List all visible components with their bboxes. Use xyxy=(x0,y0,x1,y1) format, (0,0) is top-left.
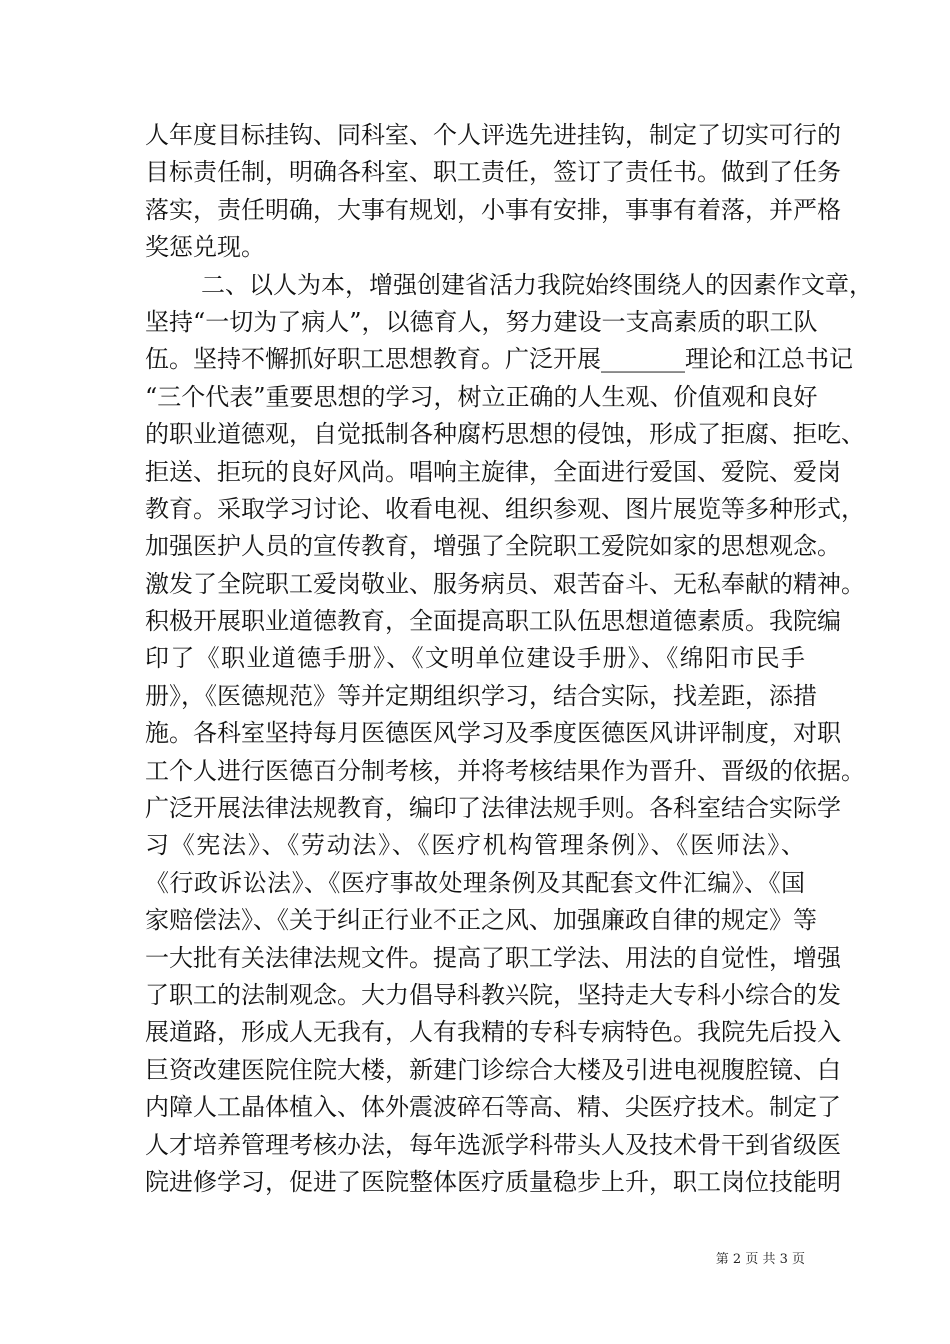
text-line: 院进修学习，促进了医院整体医疗质量稳步上升，职工岗位技能明 xyxy=(145,1167,841,1196)
text-line: 的职业道德观，自觉抵制各种腐朽思想的侵蚀，形成了拒腐、拒吃、 xyxy=(145,420,865,449)
text-line: 工个人进行医德百分制考核，并将考核结果作为晋升、晋级的依据。 xyxy=(145,756,865,785)
text-line: 习《宪法》、《劳动法》、《医疗机构管理条例》、《医师法》、 xyxy=(145,831,805,860)
text-line: 了职工的法制观念。大力倡导科教兴院，坚持走大专科小综合的发 xyxy=(145,980,841,1009)
text-line: 伍。坚持不懈抓好职工思想教育。广泛开展_______理论和江总书记 xyxy=(145,345,853,374)
text-line: 积极开展职业道德教育，全面提高职工队伍思想道德素质。我院编 xyxy=(145,607,841,636)
text-line: 一大批有关法律法规文件。提高了职工学法、用法的自觉性，增强 xyxy=(145,943,841,972)
text-line: 册》，《医德规范》等并定期组织学习，结合实际，找差距，添措 xyxy=(145,681,817,710)
body-text xyxy=(145,117,873,1201)
page-number: 第 2 页 共 3 页 xyxy=(715,1252,805,1267)
text-line: 目标责任制，明确各科室、职工责任，签订了责任书。做到了任务 xyxy=(145,158,841,187)
text-line: 人才培养管理考核办法，每年选派学科带头人及技术骨干到省级医 xyxy=(145,1130,841,1159)
text-line: “三个代表”重要思想的学习，树立正确的人生观、价值观和良好 xyxy=(145,382,818,411)
text-line: 《行政诉讼法》、《医疗事故处理条例及其配套文件汇编》、《国 xyxy=(145,868,805,897)
text-line: 巨资改建医院住院大楼，新建门诊综合大楼及引进电视腹腔镜、白 xyxy=(145,1055,841,1084)
text-line: 家赔偿法》、《关于纠正行业不正之风、加强廉政自律的规定》等 xyxy=(145,906,817,935)
text-line: 激发了全院职工爱岗敬业、服务病员、艰苦奋斗、无私奉献的精神。 xyxy=(145,569,865,598)
text-line: 教育。采取学习讨论、收看电视、组织参观、图片展览等多种形式， xyxy=(145,494,865,523)
text-line: 广泛开展法律法规教育，编印了法律法规手则。各科室结合实际学 xyxy=(145,794,841,823)
text-line: 展道路，形成人无我有，人有我精的专科专病特色。我院先后投入 xyxy=(145,1018,841,1047)
text-line: 人年度目标挂钩、同科室、个人评选先进挂钩，制定了切实可行的 xyxy=(145,121,841,149)
text-line: 施。各科室坚持每月医德医风学习及季度医德医风讲评制度，对职 xyxy=(145,719,841,748)
text-line: 坚持“一切为了病人”，以德育人，努力建设一支高素质的职工队 xyxy=(145,307,818,336)
text-line: 奖惩兑现。 xyxy=(145,233,265,262)
text-line: 加强医护人员的宣传教育，增强了全院职工爱院如家的思想观念。 xyxy=(145,532,841,561)
text-line: 落实，责任明确，大事有规划，小事有安排，事事有着落，并严格 xyxy=(145,195,841,224)
text-line: 内障人工晶体植入、体外震波碎石等高、精、尖医疗技术。制定了 xyxy=(145,1093,841,1122)
text-line: 印了《职业道德手册》、《文明单位建设手册》、《绵阳市民手 xyxy=(145,644,805,673)
text-line: 二、以人为本，增强创建省活力我院始终围绕人的因素作文章， xyxy=(201,270,873,299)
text-line: 拒送、拒玩的良好风尚。唱响主旋律，全面进行爱国、爱院、爱岗 xyxy=(145,457,841,486)
